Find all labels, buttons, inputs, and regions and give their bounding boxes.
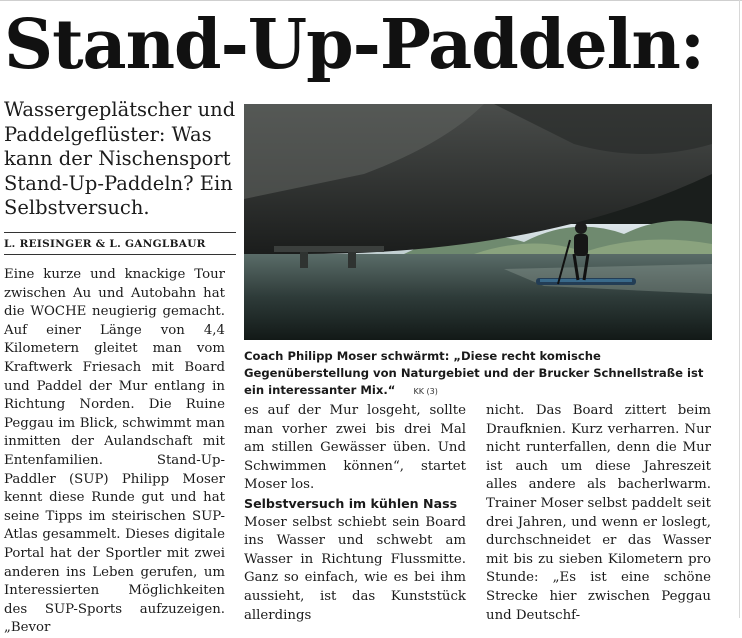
article-column-1 bbox=[4, 266, 225, 638]
article-column-3 bbox=[486, 402, 711, 625]
column-3-text: nicht. Das Board zittert beim Draufknien. Kurz verharren. Nur nicht runterfallen, denn die Mur ist auch um diese Jahreszeit alles andere als bacherlwarm. Trainer Moser selbst paddelt seit drei Jahren, und wenn er loslegt, durchschneidet er das Wasser mit bis zu sieben Kilometern pro Stunde: „Es ist eine schöne Strecke hier zwischen Peggau und Deutschf- bbox=[486, 403, 711, 623]
column-2-body: Moser selbst schiebt sein Board ins Wasser und schwebt am Wasser in Richtung Flussmitte. Ganz so einfach, wie es bei ihm aussieht, ist das Kunststück allerdings bbox=[244, 514, 466, 623]
page-top-border bbox=[0, 0, 742, 1]
page-right-border bbox=[739, 0, 740, 618]
column-1-text: Eine kurze und knackige Tour zwischen Au und Autobahn hat die WOCHE neugierig gemacht. Auf einer Länge von 4,4 Kilometern gleitet man vom Kraftwerk Friesach mit Board und Paddel der Mur entlang in Richtung Norden. Die Ruine Peggau im Blick, schwimmt man inmitten der Aulandschaft mit Entenfamilien. Stand-Up-Paddler (SUP) Philipp Moser kennt diese Runde gut und hat seine Tipps im steirischen SUP-Atlas gesammelt. Dieses digitale Portal hat der Sportler mit zwei anderen ins Leben gerufen, um Interessierten Möglichkeiten des SUP-Sports aufzuzeigen. „Bevor bbox=[4, 267, 225, 636]
photo-credit: KK (3) bbox=[413, 387, 438, 396]
byline-rule bbox=[4, 232, 236, 233]
caption-text: Coach Philipp Moser schwärmt: „Diese recht komische Gegenüberstellung von Naturgebiet und der Brucker Schnellstraße ist ein interessanter Mix.“ bbox=[244, 349, 704, 397]
deck: Wassergeplätscher und Paddelgeflüster: Was kann der Nischensport Stand-Up-Paddeln? Ein Selbstversuch. bbox=[4, 98, 236, 219]
section-subhead: Selbstversuch im kühlen Nass bbox=[244, 495, 458, 511]
headline: Stand-Up-Paddeln: bbox=[4, 5, 704, 85]
article-photo bbox=[244, 104, 712, 340]
article-column-2 bbox=[244, 402, 466, 625]
byline: L. REISINGER & L. GANGLBAUR bbox=[4, 238, 236, 255]
column-2-intro: es auf der Mur losgeht, sollte man vorher zwei bis drei Mal am stillen Gewässer üben. Und Schwimmen können“, startet Moser los. bbox=[244, 403, 466, 493]
photo-caption bbox=[244, 348, 712, 400]
bridge-photo-illustration bbox=[244, 104, 712, 340]
